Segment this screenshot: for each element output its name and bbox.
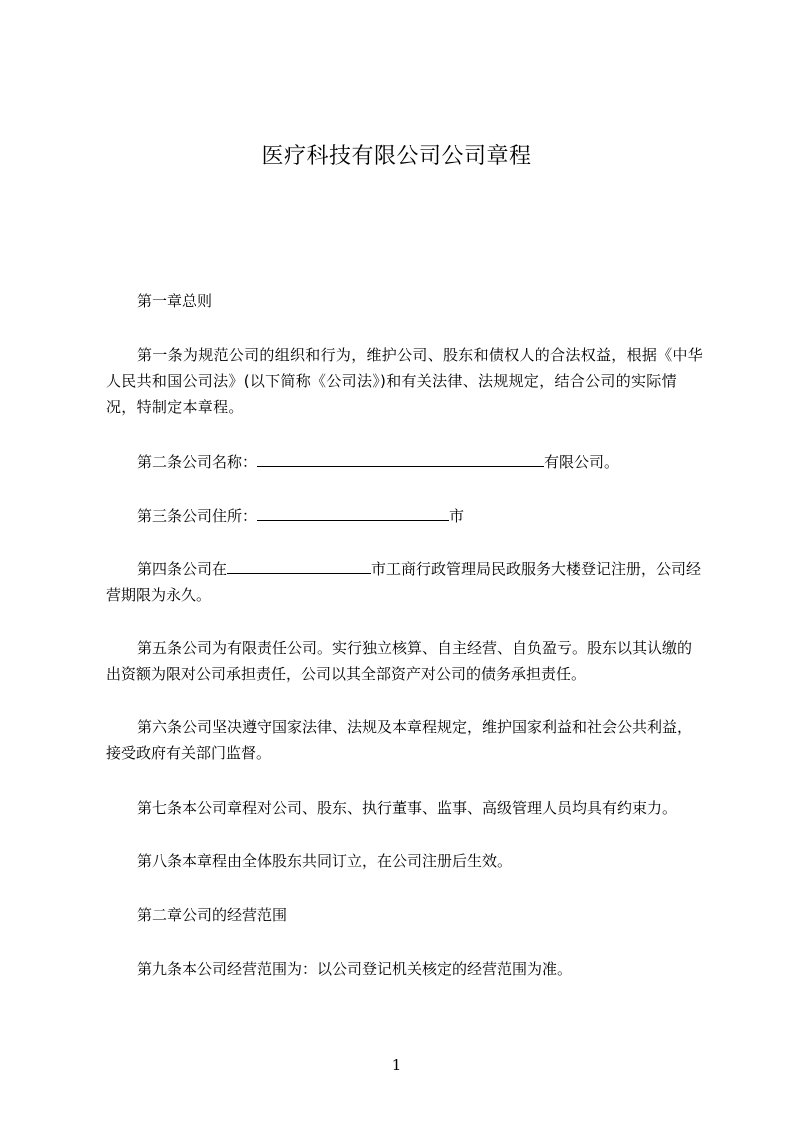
chapter-1-heading: 第一章总则 <box>137 292 213 310</box>
article-8: 第八条本章程由全体股东共同订立，在公司注册后生效。 <box>137 852 513 870</box>
article-2 <box>106 449 706 475</box>
article-5: 第五条公司为有限责任公司。实行独立核算、自主经营、自负盈亏。股东以其认缴的出资额为限对公司承担责任，公司以其全部资产对公司的债务承担责任。 <box>106 639 693 683</box>
article-4-prefix: 第四条公司在 <box>137 560 228 578</box>
article-1: 第一条为规范公司的组织和行为，维护公司、股东和债权人的合法权益，根据《中华人民共和国公司法》(以下简称《公司法》)和有关法律、法规规定，结合公司的实际情况，特制定本章程。 <box>106 346 704 416</box>
article-2-suffix: 有限公司。 <box>544 453 620 471</box>
article-7: 第七条本公司章程对公司、股东、执行董事、监事、高级管理人员均具有约束力。 <box>137 799 678 817</box>
registration-city-blank <box>227 556 371 574</box>
article-4-suffix: 市工商行政管理局民政服务大楼登记注册，公司经营期限为永久。 <box>106 560 702 604</box>
document-title: 医疗科技有限公司公司章程 <box>261 144 532 169</box>
article-3 <box>106 503 706 529</box>
article-3-prefix: 第三条公司住所： <box>137 507 258 525</box>
article-4 <box>106 556 706 608</box>
article-2-prefix: 第二条公司名称： <box>137 453 258 471</box>
company-address-blank <box>257 503 449 521</box>
company-name-blank <box>257 449 544 467</box>
article-6: 第六条公司坚决遵守国家法律、法规及本章程规定，维护国家利益和社会公共利益，接受政府有关部门监督。 <box>106 718 693 762</box>
article-3-suffix: 市 <box>449 507 465 525</box>
article-9: 第九条本公司经营范围为：以公司登记机关核定的经营范围为准。 <box>137 960 573 978</box>
chapter-2-heading: 第二章公司的经营范围 <box>137 906 288 924</box>
page-number: 1 <box>391 1056 402 1074</box>
